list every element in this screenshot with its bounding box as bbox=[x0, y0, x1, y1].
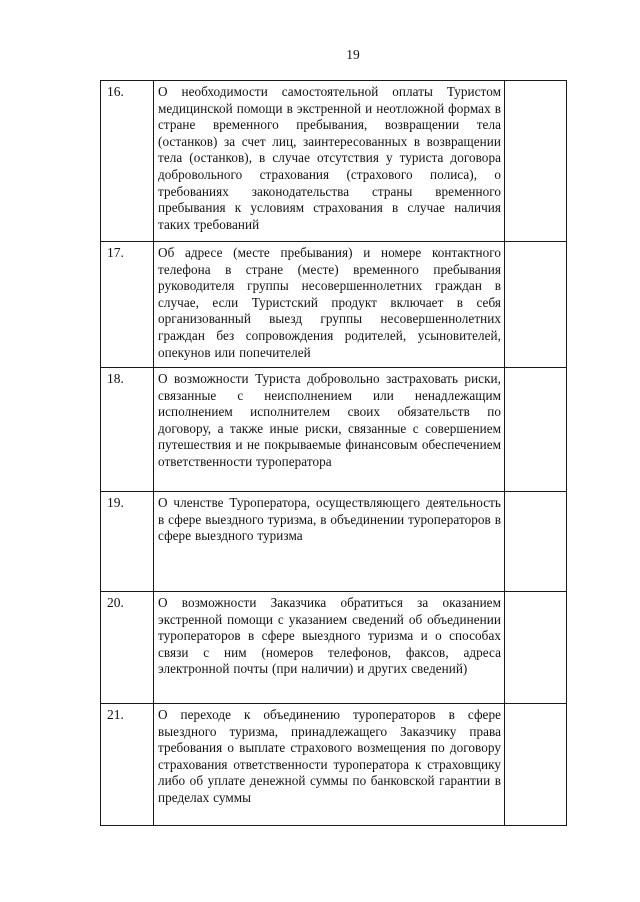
row-number: 21. bbox=[101, 704, 154, 826]
row-blank-cell bbox=[505, 704, 567, 826]
row-blank-cell bbox=[505, 492, 567, 592]
row-text: О переходе к объединению туроператоров в сфере выездного туризма, принадлежащего Заказчику права требования о выплате страхового возмещения по договору страхования ответственности туроператора к страховщику либо об уплате денежной суммы по банковской гарантии в пределах суммы bbox=[154, 704, 505, 826]
row-number: 17. bbox=[101, 242, 154, 368]
table-row bbox=[101, 368, 567, 492]
row-text: О возможности Заказчика обратиться за оказанием экстренной помощи с указанием сведений об объединении туроператоров в сфере выездного туризма и о способах связи с ним (номеров телефонов, факсов, адреса электронной почты (при наличии) и других сведений) bbox=[154, 592, 505, 704]
page-number: 19 bbox=[346, 47, 360, 62]
info-table bbox=[100, 80, 567, 826]
row-number: 16. bbox=[101, 81, 154, 242]
row-number: 20. bbox=[101, 592, 154, 704]
table-row bbox=[101, 81, 567, 242]
row-text: О членстве Туроператора, осуществляющего деятельность в сфере выездного туризма, в объединении туроператоров в сфере выездного туризма bbox=[154, 492, 505, 592]
row-text: Об адресе (месте пребывания) и номере контактного телефона в стране (месте) временного пребывания руководителя группы несовершеннолетних граждан в случае, если Туристский продукт включает в себя организованный выезд группы несовершеннолетних граждан без сопровождения родителей, усыновителей, опекунов или попечителей bbox=[154, 242, 505, 368]
row-number: 19. bbox=[101, 492, 154, 592]
table-row bbox=[101, 492, 567, 592]
row-blank-cell bbox=[505, 81, 567, 242]
row-text: О возможности Туриста добровольно застраховать риски, связанные с неисполнением или ненадлежащим исполнением исполнителем своих обязательств по договору, а также иные риски, связанные с совершением путешествия и не покрываемые финансовым обеспечением ответственности туроператора bbox=[154, 368, 505, 492]
table-row bbox=[101, 704, 567, 826]
row-number: 18. bbox=[101, 368, 154, 492]
row-blank-cell bbox=[505, 242, 567, 368]
row-blank-cell bbox=[505, 592, 567, 704]
table-row bbox=[101, 592, 567, 704]
row-blank-cell bbox=[505, 368, 567, 492]
row-text: О необходимости самостоятельной оплаты Туристом медицинской помощи в экстренной и неотложной формах в стране временного пребывания, возвращении тела (останков) за счет лиц, заинтересованных в возвращении тела (останков), в случае отсутствия у туриста договора добровольного страхования (страхового полиса), о требованиях законодательства страны временного пребывания к условиям страхования в случае наличия таких требований bbox=[154, 81, 505, 242]
table-row bbox=[101, 242, 567, 368]
